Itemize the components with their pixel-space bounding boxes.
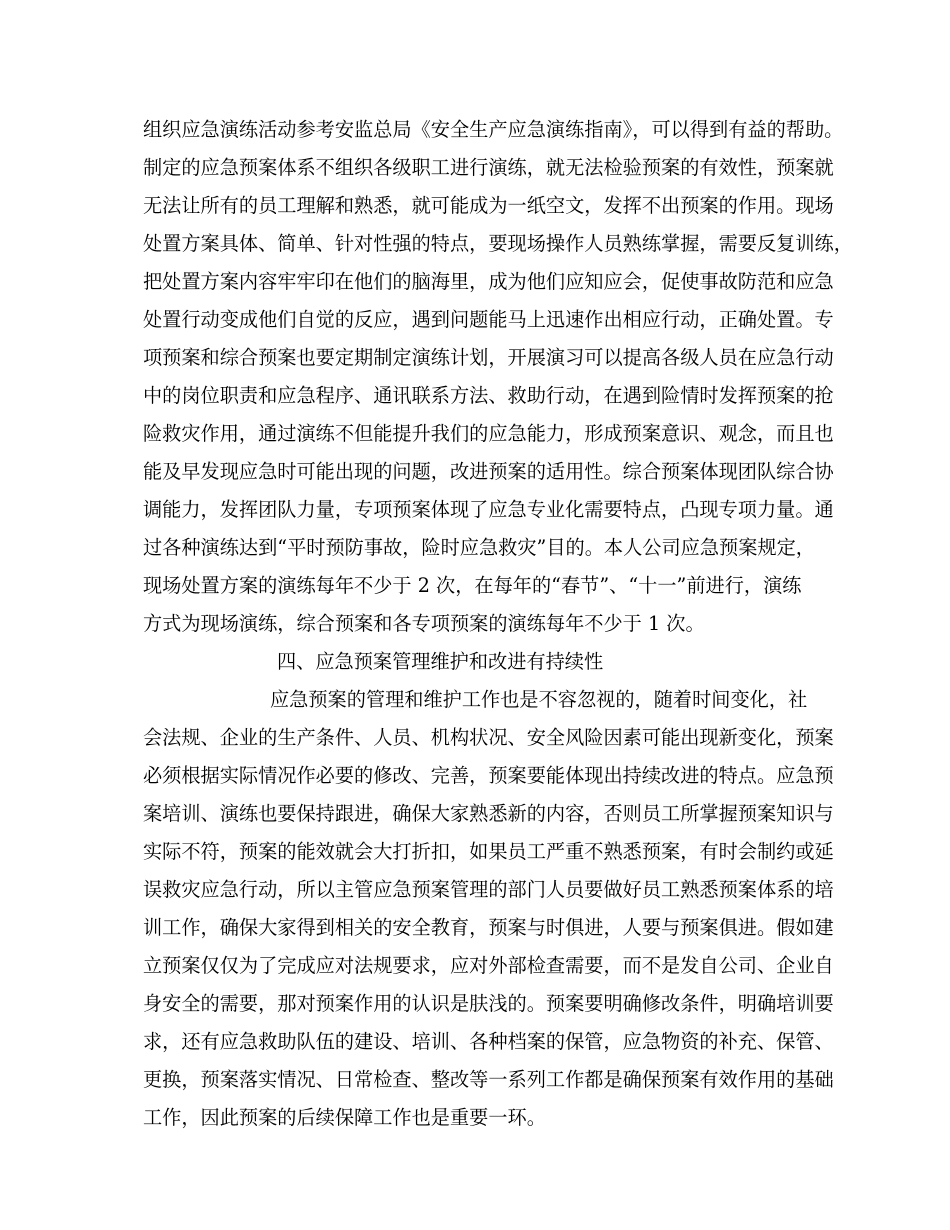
paragraph-2-line-8: 立预案仅仅为了完成应对法规要求，应对外部检查需要，而不是发自公司、企业自: [143, 954, 834, 977]
paragraph-2-line-6: 误救灾应急行动，所以主管应急预案管理的部门人员要做好员工熟悉预案体系的培: [143, 878, 834, 901]
paragraph-1-line-13: 现场处置方案的演练每年不少于 2 次，在每年的“春节”、“十一”前进行，演练: [143, 574, 802, 597]
paragraph-2-line-12: 工作，因此预案的后续保障工作也是重要一环。: [143, 1106, 546, 1129]
paragraph-2-line-2: 会法规、企业的生产条件、人员、机构状况、安全风险因素可能出现新变化，预案: [143, 726, 834, 749]
paragraph-1-line-2: 制定的应急预案体系不组织各级职工进行演练，就无法检验预案的有效性，预案就: [143, 156, 834, 179]
paragraph-2-line-11: 更换，预案落实情况、日常检查、整改等一系列工作都是确保预案有效作用的基础: [143, 1068, 834, 1091]
paragraph-2-line-4: 案培训、演练也要保持跟进，确保大家熟悉新的内容，否则员工所掌握预案知识与: [143, 802, 834, 825]
paragraph-2-line-3: 必须根据实际情况作必要的修改、完善，预案要能体现出持续改进的特点。应急预: [143, 764, 834, 787]
paragraph-2-line-9: 身安全的需要，那对预案作用的认识是肤浅的。预案要明确修改条件，明确培训要: [143, 992, 834, 1015]
paragraph-1-line-3: 无法让所有的员工理解和熟悉，就可能成为一纸空文，发挥不出预案的作用。现场: [143, 194, 834, 217]
paragraph-1-line-8: 中的岗位职责和应急程序、通讯联系方法、救助行动，在遇到险情时发挥预案的抢: [143, 384, 834, 407]
paragraph-1-line-14: 方式为现场演练，综合预案和各专项预案的演练每年不少于 1 次。: [143, 612, 705, 635]
paragraph-2-line-10: 求，还有应急救助队伍的建设、培训、各种档案的保管，应急物资的补充、保管、: [143, 1030, 834, 1053]
paragraph-1-line-1: 组织应急演练活动参考安监总局《安全生产应急演练指南》，可以得到有益的帮助。: [143, 118, 844, 141]
paragraph-1-line-11: 调能力，发挥团队力量，专项预案体现了应急专业化需要特点，凸现专项力量。通: [143, 498, 834, 521]
paragraph-1-line-12: 过各种演练达到“平时预防事故，险时应急救灾”目的。本人公司应急预案规定，: [143, 536, 815, 559]
paragraph-1-line-4: 处置方案具体、简单、针对性强的特点，要现场操作人员熟练掌握，需要反复训练，: [143, 232, 853, 255]
paragraph-2-line-5: 实际不符，预案的能效就会大打折扣，如果员工严重不熟悉预案，有时会制约或延: [143, 840, 834, 863]
paragraph-1-line-10: 能及早发现应急时可能出现的问题，改进预案的适用性。综合预案体现团队综合协: [143, 460, 834, 483]
paragraph-2-line-1: 应急预案的管理和维护工作也是不容忽视的，随着时间变化，社: [270, 688, 808, 711]
paragraph-1-line-7: 项预案和综合预案也要定期制定演练计划，开展演习可以提高各级人员在应急行动: [143, 346, 834, 369]
paragraph-1-line-6: 处置行动变成他们自觉的反应，遇到问题能马上迅速作出相应行动，正确处置。专: [143, 308, 834, 331]
paragraph-1-line-9: 险救灾作用，通过演练不但能提升我们的应急能力，形成预案意识、观念，而且也: [143, 422, 834, 445]
section-heading: 四、应急预案管理维护和改进有持续性: [277, 650, 604, 673]
paragraph-2-line-7: 训工作，确保大家得到相关的安全教育，预案与时俱进，人要与预案俱进。假如建: [143, 916, 834, 939]
paragraph-1-line-5: 把处置方案内容牢牢印在他们的脑海里，成为他们应知应会，促使事故防范和应急: [143, 270, 834, 293]
